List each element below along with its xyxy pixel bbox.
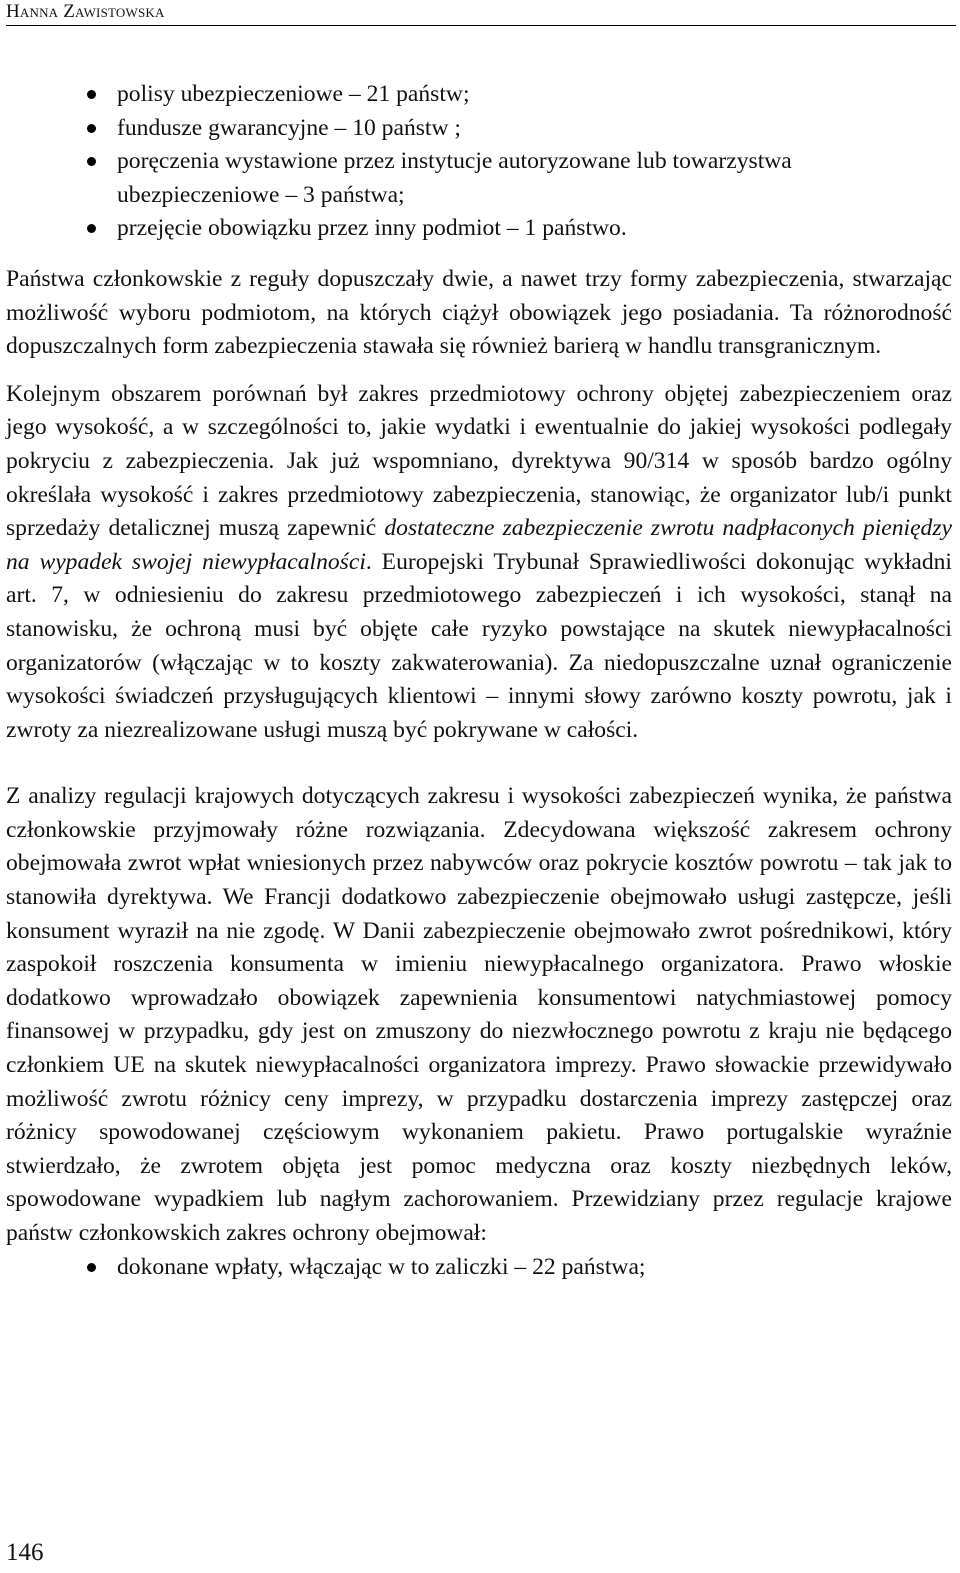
list-item-text: dokonane wpłaty, włączając w to zaliczki – 22 państwa; [117, 1253, 646, 1280]
list-item-text: poręczenia wystawione przez instytucje autoryzowane lub towarzystwa ubezpieczeniowe – 3 państwa; [117, 148, 792, 208]
list-item-text: polisy ubezpieczeniowe – 21 państw; [117, 81, 470, 107]
bullet-list-security-forms [6, 78, 952, 246]
paragraph-national-regulations: Z analizy regulacji krajowych dotyczących zakresu i wysokości zabezpieczeń wynika, że państwa członkowskie przyjmowały różne rozwiązania. Zdecydowana większość zakresem ochrony obejmowała zwrot wpłat wniesionych przez nabywców oraz pokrycie kosztów powrotu – tak jak to stanowiła dyrektywa. We Francji dodatkowo zabezpieczenie obejmowało usługi zastępcze, jeśli konsument wyraził na nie zgodę. W Danii zabezpieczenie obejmowało zwrot pośrednikowi, który zaspokoił roszczenia konsumenta w imieniu niewypłacalnego organizatora. Prawo włoskie dodatkowo wprowadzało obowiązek zapewnienia konsumentowi natychmiastowej pomocy finansowej w przypadku, gdy jest on zmuszony do niezwłocznego powrotu z kraju nie będącego członkiem UE na skutek niewypłacalności organizatora imprezy. Prawo słowackie przewidywało możliwość zwrotu różnicy ceny imprezy, w przypadku dostarczenia imprezy zastępczej oraz różnicy spowodowanej częściowym wykonaniem pakietu. Prawo portugalskie wyraźnie stwierdzało, że zwrotem objęta jest pomoc medyczna oraz koszty niezbędnych leków, spowodowane wypadkiem lub nagłym zachorowaniem. Przewidziany przez regulacje krajowe państw członkowskich zakres ochrony obejmował: [6, 783, 952, 1246]
bullet-icon [87, 90, 96, 99]
paragraph-text: . Europejski Trybunał Sprawiedliwości dokonując wykładni art. 7, w odniesieniu do zakresu przedmiotowego zabezpieczeń i ich wysokości, stanął na stanowisku, że ochroną musi być objęte całe ryzyko powstające na skutek niewypłacalności organizatorów (włączając w to koszty zakwaterowania). Za niedopuszczalne uznał ograniczenie wysokości świadczeń przysługujących klientowi – innymi słowy zarówno koszty powrotu, jak i zwroty za niezrealizowane usługi muszą być pokrywane w całości. [6, 548, 952, 743]
paragraph-scope-of-protection [6, 378, 952, 748]
paragraph-text: Kolejnym obszarem porównań był zakres przedmiotowy ochrony objętej zabezpieczeniem oraz jego wysokość, a w szczególności to, jakie wydatki i ewentualnie do jakiej wysokości podlegały pokryciu z zabezpieczenia. Jak już wspomniano, dyrektywa 90/314 w sposób bardzo ogólny określała wysokość i zakres przedmiotowy zabezpieczenia, stanowiąc, że organizator lub/i punkt sprzedaży detalicznej muszą zapewnić [6, 380, 952, 542]
list-item-text: przejęcie obowiązku przez inny podmiot – 1 państwo. [117, 215, 627, 242]
directive-quote: dostateczne zabezpieczenie zwrotu nadpłaconych pieniędzy na wypadek swojej niewypłacalności [6, 515, 952, 575]
list-item [117, 1251, 952, 1285]
list-item [117, 78, 952, 112]
bullet-icon [87, 1263, 96, 1272]
list-item [117, 145, 952, 212]
bullet-icon [87, 224, 96, 233]
running-header [6, 1, 956, 26]
page-number: 146 [6, 1539, 44, 1566]
list-item [117, 112, 952, 146]
bullet-list-protection-scope [6, 1251, 952, 1285]
header-author: Hanna Zawistowska [6, 1, 165, 22]
page-body [6, 78, 952, 1284]
list-item [117, 212, 952, 246]
paragraph-security-forms: Państwa członkowskie z reguły dopuszczały dwie, a nawet trzy formy zabezpieczenia, stwarzając możliwość wyboru podmiotom, na których ciążył obowiązek jego posiadania. Ta różnorodność dopuszczalnych form zabezpieczenia stawała się również barierą w handlu transgranicznym. [6, 265, 952, 360]
bullet-icon [87, 157, 96, 166]
list-item-text: fundusze gwarancyjne – 10 państw ; [117, 114, 461, 141]
bullet-icon [87, 124, 96, 133]
